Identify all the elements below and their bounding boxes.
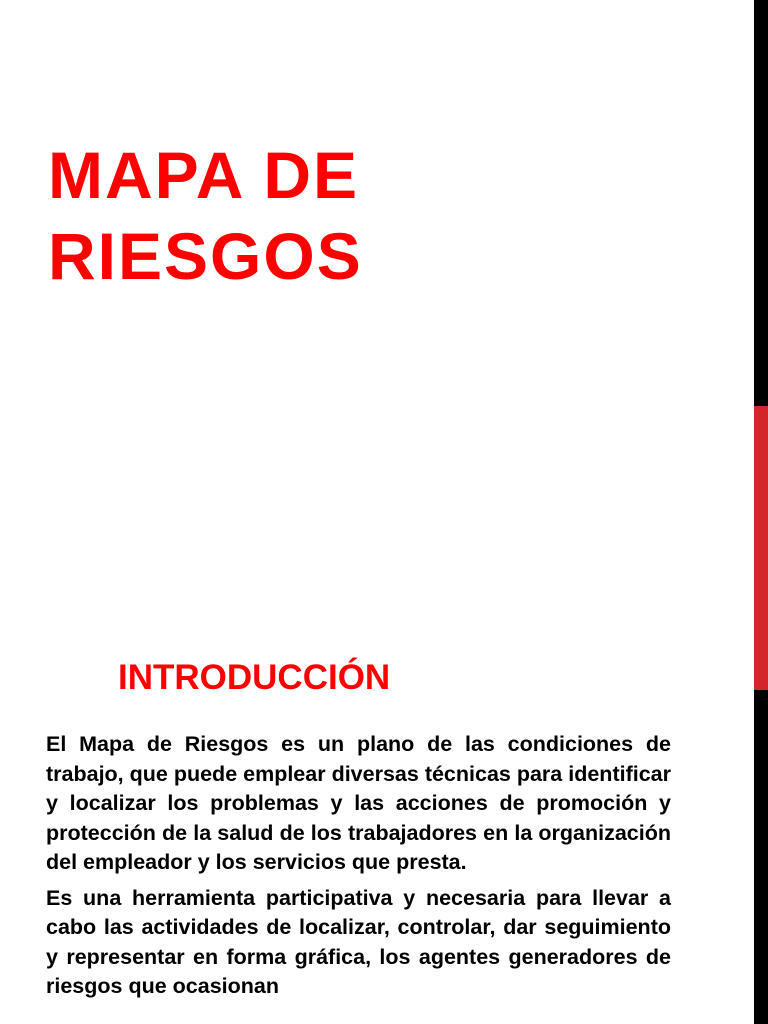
paragraph-2: Es una herramienta participativa y necesaria para llevar a cabo las actividades de localizar, controlar, dar seguimiento y representar en forma gráfica, los agentes generadores de riesgos que ocasionan <box>46 885 671 998</box>
paragraph-1: El Mapa de Riesgos es un plano de las condiciones de trabajo, que puede emplear diversas técnicas para identificar y localizar los problemas y las acciones de promoción y protección de la salud de los trabajadores en la organización del empleador y los servicios que presta. <box>46 732 671 874</box>
section-heading: INTRODUCCIÓN <box>118 658 391 697</box>
title-line-1: MAPA DE <box>48 138 359 212</box>
slide-title <box>48 135 738 297</box>
title-line-2: RIESGOS <box>48 219 363 293</box>
body-text <box>46 730 671 1008</box>
side-bar-accent <box>754 406 768 690</box>
